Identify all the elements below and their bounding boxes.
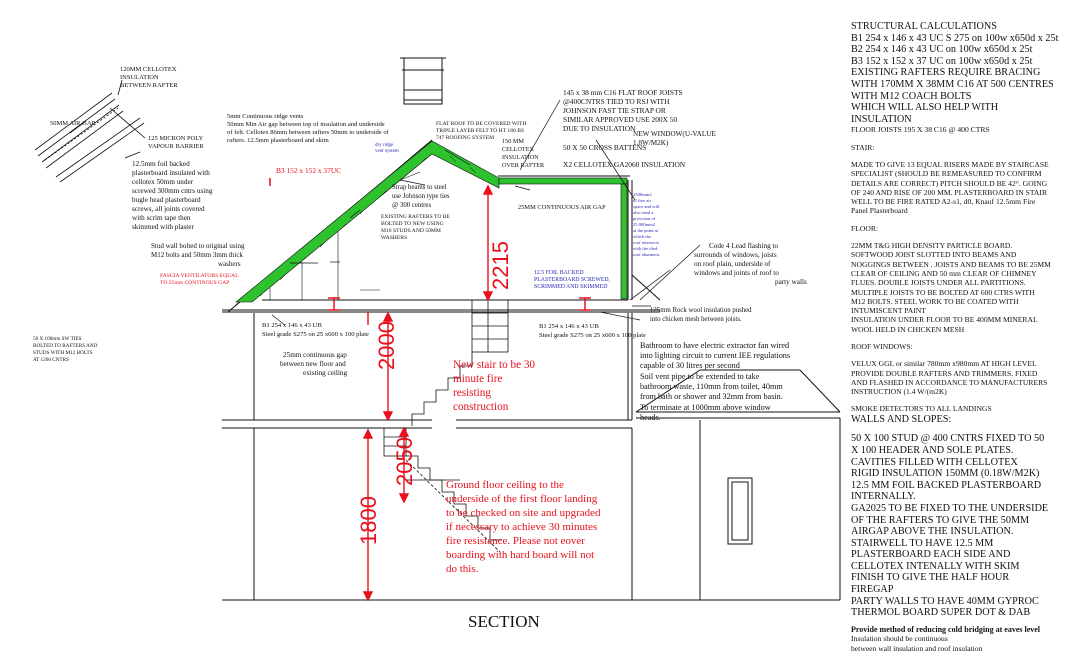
notes-line: WITH M12 COACH BOLTS xyxy=(851,90,972,102)
notes-block xyxy=(851,160,1086,216)
notes-line: PLASTERBOARD EACH SIDE AND xyxy=(851,549,1011,561)
dimension-ground: 1800 xyxy=(356,496,381,545)
notes-line: NOGGINGS BETWEEN . JOISTS AND BEAMS TO BE 25MM xyxy=(851,259,1051,269)
notes-line: GA2025 TO BE FIXED TO THE UNDERSIDE xyxy=(851,502,1049,514)
notes-block xyxy=(851,414,1086,426)
notes-line: SMOKE DETECTORS TO ALL LANDINGS xyxy=(851,404,992,414)
notes-line: Panel Plasterboard xyxy=(851,206,908,216)
air-gap-50-label: 50MM AIR GAP xyxy=(50,120,96,127)
notes-block xyxy=(851,143,1086,152)
notes-line: THERMOL BOARD SUPER DOT & DAB xyxy=(851,607,1031,619)
fascia-note: FASCIA VENTILATORS EQUAL TO 25mm CONTINOUS GAP xyxy=(160,273,239,286)
notes-line: PROVIDE DOUBLE RAFTERS AND TRIMMERS. FIXED xyxy=(851,368,1038,378)
notes-line: INSULATION UNDER FLOOR TO BE 400MM MINERAL xyxy=(851,315,1038,325)
notes-line: WELL TO BE FIRE RATED A2-s1, d0, Knauf 12.5mm Fire xyxy=(851,197,1036,207)
notes-line: AND FLASHED IN ACCORDANCE TO MANUFACTURERS xyxy=(851,377,1048,387)
flat-roof-felt-note: FLAT ROOF TO BE COVERED WITH TRIPLE LAYER FELT TO HT 180 BS 747 ROOFING SYSTEM xyxy=(436,121,527,141)
notes-line: FINISH TO GIVE THE HALF HOUR xyxy=(851,572,1010,584)
notes-line: FLOOR: xyxy=(851,223,879,233)
notes-line: MADE TO GIVE 13 EQUAL RISERS MADE BY STAIRCASE xyxy=(851,159,1049,169)
vent-note: 2500mm2 of free air space and will also need a provision of 25 000mm2 at the point at which the roof intersects with the tiled roof abutment. xyxy=(633,192,661,257)
eaves-detail xyxy=(35,80,145,182)
lead-flashing-note: Code 4 Lead flashing to surrounds of windows, joists on roof plain, underside of windows and joints of roof to party walls xyxy=(694,242,807,286)
notes-block xyxy=(851,433,1086,619)
specification-notes xyxy=(851,21,1086,653)
dimension-loft: 2215 xyxy=(488,241,513,290)
cellotex-120-label: 120MM CELLOTEX INSULATION BETWEEN RAFTER xyxy=(120,66,178,89)
notes-line: B1 254 x 146 x 43 UC S 275 on 100w x650d x 25t xyxy=(851,32,1059,44)
notes-line: ROOF WINDOWS: xyxy=(851,341,913,351)
b3-beam-label: B3 152 x 152 x 37UC xyxy=(276,166,342,175)
notes-line: B2 254 x 146 x 43 UC on 100w x650d x 25t xyxy=(851,44,1033,56)
stud-wall-note: Stud wall bolted to original using M12 bolts and 50mm 3mm thick washers xyxy=(151,242,245,268)
notes-line: OF 240 AND RISE OF 200 MM. PLASTERBOARD IN STAIR xyxy=(851,187,1048,197)
notes-line: MULTIPLE JOISTS TO BE BOLTED AT 600 CTRS WITH xyxy=(851,287,1035,297)
notes-block xyxy=(851,125,1086,134)
notes-line: WITH 170MM X 38MM C16 AT 500 CENTRES xyxy=(851,78,1054,90)
cross-battens-note: 50 X 50 CROSS BATTENS xyxy=(563,143,647,152)
notes-block xyxy=(851,404,1086,413)
ties-note: 50 X 100mm SW TIES BOLTED TO RAFTERS AND STUDS WITH M12 BOLTS AT 1200 CNTRS xyxy=(33,336,98,363)
flat-joists-note: 145 x 38 mm C16 FLAT ROOF JOISTS @400CNTRS TIED TO RSJ WITH JOHNSON FAST TIE STRAP OR SIMILAR APPROVED USE 200X 50 DUE TO INSULATION xyxy=(563,88,683,133)
ga2060-note: X2 CELLOTEX GA2060 INSULATION xyxy=(563,160,686,169)
notes-line: CAVITIES FILLED WITH CELLOTEX xyxy=(851,456,1018,468)
b1-left-note: B1 254 x 146 x 43 UB Steel grade S275 on 25 x600 x 100 plate xyxy=(262,322,369,338)
notes-line: AIRGAP ABOVE THE INSULATION. xyxy=(851,526,1014,538)
ground-ceiling-note: Ground floor ceiling to the underside of the first floor landing to be checked on site and upgraded if necessary to achieve 30 minutes fire resistance. Please not eover boarding with hard board will not do this. xyxy=(446,479,601,575)
notes-block xyxy=(851,359,1086,396)
notes-block xyxy=(851,241,1086,334)
notes-line: FLOOR JOISTS 195 X 38 C16 @ 400 CTRS xyxy=(851,125,990,135)
notes-line: M12 BOLTS. STEEL WORK TO BE COATED WITH xyxy=(851,296,1019,306)
strap-beams-note: Strap beams to steel use Johnson type ties @ 300 centres xyxy=(392,184,450,209)
notes-line: DETAILS ARE CORRECT) PITCH SHOULD BE 42°. GOING xyxy=(851,178,1048,188)
notes-line: VELUX GGL or similar 780mm x980mm AT HIGH LEVEL xyxy=(851,359,1037,369)
notes-line: INSULATION xyxy=(851,113,912,125)
dimension-stair-mid: 2050 xyxy=(392,437,417,486)
notes-block xyxy=(851,634,1086,653)
notes-line: SOFTWOOD JOIST SLOTTED INTO BEAMS AND xyxy=(851,250,1017,260)
notes-line: INTUMISCENT PAINT xyxy=(851,306,926,316)
b1-right-note: B1 254 x 146 x 43 UB Steel grade S275 on 25 x600 x 100 plate xyxy=(539,323,646,339)
notes-line: B3 152 x 152 x 37 UC on 100w x650d x 25t xyxy=(851,55,1033,67)
notes-line: 12.5 MM FOIL BACKED PLASTERBOARD xyxy=(851,479,1042,491)
dry-ridge-note: dry ridge vent system xyxy=(375,143,399,154)
section-title: SECTION xyxy=(468,612,540,631)
notes-line: FLUES. DOUBLE JOISTS UNDER ALL PARTITIONS. xyxy=(851,278,1026,288)
notes-line: CLEAR OF CEILING AND 50 mm CLEAR OF CHIMNEY xyxy=(851,268,1037,278)
bathroom-note: Bathroom to have electric extractor fan wired into lighting circuit to current IEE regulations capable of 30 litres per second Soil vent pipe to be extended to take bathroom waste, 110mm from toilet, 40mm from bath or shower and 32mm from basin. To terminate at 1000mm above window heads. xyxy=(640,341,791,422)
notes-block xyxy=(851,21,1086,125)
notes-block xyxy=(851,224,1086,233)
vapour-barrier-label: 125 MICRON POLY VAPOUR BARRIER xyxy=(148,135,204,150)
new-stair-note: New stair to be 30 minute fire resisting construction xyxy=(453,359,536,413)
notes-line: OF THE RAFTERS TO GIVE THE 50MM xyxy=(851,514,1030,526)
notes-line: 22MM T&G HIGH DENSITY PARTICLE BOARD. xyxy=(851,241,1013,251)
rock-wool-note: 125mm Rock wool insulation pushed into chicken mesh between joists. xyxy=(650,307,752,323)
foil-blue-note: 12.5 FOIL BACKED PLASTERBOARD SCREWED, SCRIMMED AND SKIMMED xyxy=(534,270,611,290)
foil-board-label: 12.5mm foil backed plasterboard insulated with cellotex 50mm under screwed 300mm cntrs using bugle head plasterboard screws, all joints covered with scrim tape then skimmed with plaster xyxy=(132,160,213,231)
notes-line: STAIRWELL TO HAVE 12.5 MM xyxy=(851,537,994,549)
notes-line: between wall insulation and roof insulation xyxy=(851,643,983,653)
notes-block xyxy=(851,625,1086,635)
dimension-first-floor: 2000 xyxy=(374,321,399,370)
notes-line: CELLOTEX INTENALLY WITH SKIM xyxy=(851,560,1020,572)
notes-line: STRUCTURAL CALCULATIONS xyxy=(851,21,997,32)
notes-line: SPECIALIST (SHOULD BE REMEASURED TO CONFIRM xyxy=(851,169,1042,179)
new-window-note: NEW WINDOW(U-VALUE 1.8W/M2K) xyxy=(633,130,716,147)
notes-line: PARTY WALLS TO HAVE 40MM GYPROC xyxy=(851,595,1039,607)
gap-25-note: 25mm continuous gap between new floor and existing ceiling xyxy=(280,351,348,377)
notes-line: INSTRUCTION (1.4 W/(m2K) xyxy=(851,387,947,397)
notes-line: STAIR: xyxy=(851,142,875,152)
existing-rafters-note: EXISTING RAFTERS TO BE BOLTED TO NEW USING M16 STUDS AND 50MM WASHERS xyxy=(381,214,450,241)
air-gap-25-note: 25MM CONTINUOUS AIR GAP xyxy=(518,204,606,211)
notes-line: INTERNALLY. xyxy=(851,491,916,503)
notes-line: EXISTING RAFTERS REQUIRE BRACING xyxy=(851,67,1041,79)
notes-line: Provide method of reducing cold bridging at eaves level xyxy=(851,624,1041,634)
notes-line: FIREGAP xyxy=(851,584,894,596)
notes-line: 50 X 100 STUD @ 400 CNTRS FIXED TO 50 xyxy=(851,433,1045,445)
notes-block xyxy=(851,342,1086,351)
ridge-vents-note: 5mm Continuous ridge vents 50mm Min Air gap between top of insulation and underside of felt. Cellotex 86mm between rafters 50mm to underside of rafters. 12.5mm plasterboard and skim xyxy=(227,113,389,144)
notes-line: WHICH WILL ALSO HELP WITH xyxy=(851,102,999,114)
notes-line: WOOL HELD IN CHICKEN MESH xyxy=(851,324,965,334)
notes-line: WALLS AND SLOPES: xyxy=(851,413,952,425)
notes-line: RIGID INSULATION 150MM (0.18W/M2K) xyxy=(851,468,1040,480)
notes-line: Insulation should be continuous xyxy=(851,634,948,644)
notes-line: X 100 HEADER AND SOLE PLATES. xyxy=(851,444,1014,456)
cellotex-150-note: 150 MM CELLOTEX INSULATION OVER RAFTER xyxy=(502,138,545,169)
